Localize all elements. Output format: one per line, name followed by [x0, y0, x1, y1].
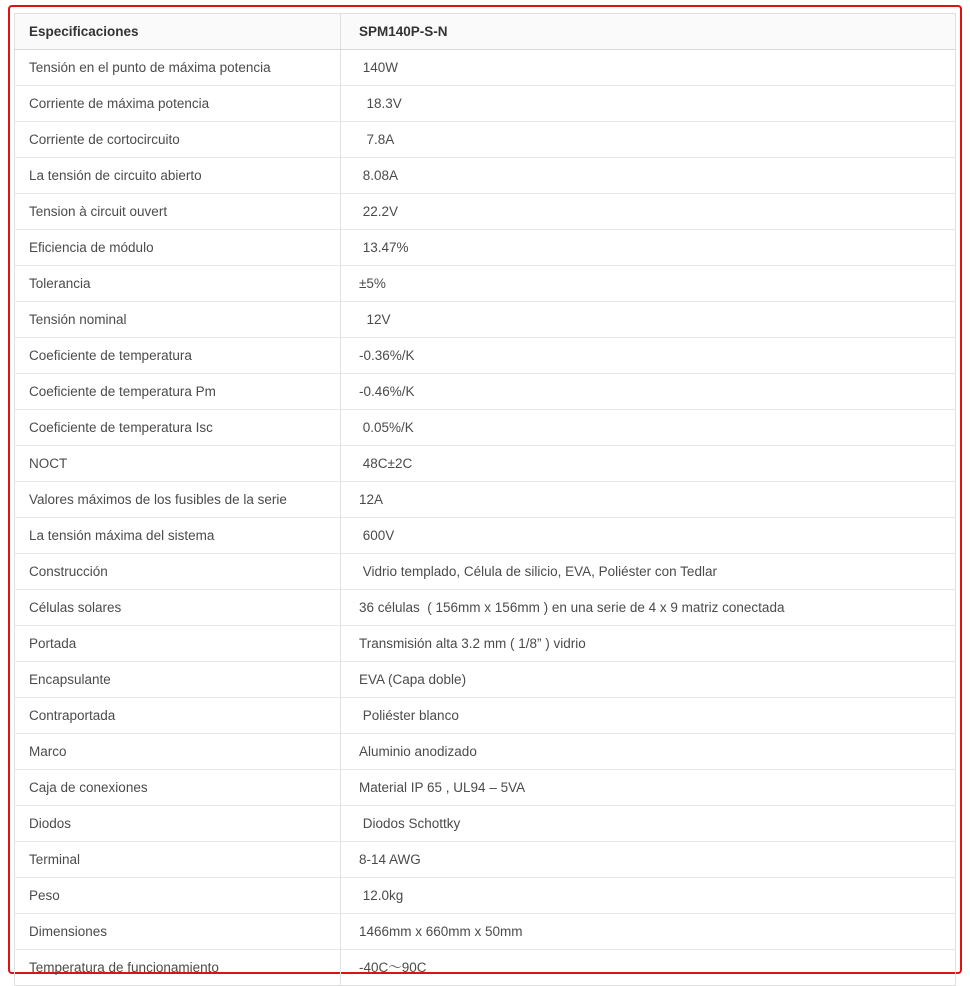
spec-value: 18.3V: [341, 86, 956, 122]
spec-row: [15, 950, 956, 986]
spec-value: -0.46%/K: [341, 374, 956, 410]
spec-row: [15, 770, 956, 806]
spec-row: [15, 158, 956, 194]
spec-label: Temperatura de funcionamiento: [15, 950, 341, 986]
spec-label: Células solares: [15, 590, 341, 626]
spec-table-header: [15, 14, 956, 50]
spec-value: Aluminio anodizado: [341, 734, 956, 770]
spec-row: [15, 482, 956, 518]
spec-value: 48C±2C: [341, 446, 956, 482]
spec-value: Material IP 65 , UL94 – 5VA: [341, 770, 956, 806]
spec-value: 7.8A: [341, 122, 956, 158]
spec-label: Corriente de cortocircuito: [15, 122, 341, 158]
spec-label: Corriente de máxima potencia: [15, 86, 341, 122]
spec-label: Terminal: [15, 842, 341, 878]
spec-row: [15, 374, 956, 410]
spec-value: EVA (Capa doble): [341, 662, 956, 698]
spec-value: 12A: [341, 482, 956, 518]
spec-label: Coeficiente de temperatura: [15, 338, 341, 374]
spec-label: Marco: [15, 734, 341, 770]
header-cell-especificaciones: Especificaciones: [15, 14, 341, 50]
header-row: [15, 14, 956, 50]
spec-row: [15, 734, 956, 770]
spec-row: [15, 554, 956, 590]
spec-row: [15, 842, 956, 878]
spec-label: NOCT: [15, 446, 341, 482]
spec-value: 36 células ( 156mm x 156mm ) en una serie de 4 x 9 matriz conectada: [341, 590, 956, 626]
spec-row: [15, 806, 956, 842]
spec-row: [15, 698, 956, 734]
spec-label: Tension à circuit ouvert: [15, 194, 341, 230]
header-cell-model: SPM140P-S-N: [341, 14, 956, 50]
spec-row: [15, 446, 956, 482]
spec-row: [15, 410, 956, 446]
spec-row: [15, 194, 956, 230]
spec-label: Diodos: [15, 806, 341, 842]
spec-row: [15, 626, 956, 662]
spec-label: La tensión de circuito abierto: [15, 158, 341, 194]
spec-value: 1466mm x 660mm x 50mm: [341, 914, 956, 950]
spec-row: [15, 878, 956, 914]
spec-value: Poliéster blanco: [341, 698, 956, 734]
spec-row: [15, 50, 956, 86]
spec-label: Valores máximos de los fusibles de la serie: [15, 482, 341, 518]
spec-row: [15, 122, 956, 158]
spec-label: Caja de conexiones: [15, 770, 341, 806]
spec-value: 12V: [341, 302, 956, 338]
spec-value: -40C～90C: [341, 950, 956, 986]
spec-value: 8.08A: [341, 158, 956, 194]
spec-value: Vidrio templado, Célula de silicio, EVA, Poliéster con Tedlar: [341, 554, 956, 590]
spec-label: Peso: [15, 878, 341, 914]
spec-row: [15, 590, 956, 626]
spec-label: Coeficiente de temperatura Isc: [15, 410, 341, 446]
spec-value: Transmisión alta 3.2 mm ( 1/8” ) vidrio: [341, 626, 956, 662]
spec-label: Tolerancia: [15, 266, 341, 302]
spec-row: [15, 518, 956, 554]
spec-row: [15, 266, 956, 302]
spec-label: Coeficiente de temperatura Pm: [15, 374, 341, 410]
spec-row: [15, 914, 956, 950]
spec-label: Tensión en el punto de máxima potencia: [29, 60, 271, 75]
spec-value: 22.2V: [341, 194, 956, 230]
spec-card-red-frame: [8, 5, 962, 974]
spec-row: [15, 338, 956, 374]
spec-table-body: [15, 50, 956, 986]
spec-label: Construcción: [15, 554, 341, 590]
spec-value: 0.05%/K: [341, 410, 956, 446]
spec-value: 8-14 AWG: [341, 842, 956, 878]
spec-value: 13.47%: [341, 230, 956, 266]
spec-value: 600V: [341, 518, 956, 554]
spec-value: Diodos Schottky: [341, 806, 956, 842]
spec-label: Contraportada: [15, 698, 341, 734]
spec-label: Portada: [15, 626, 341, 662]
spec-value: 140W: [341, 50, 956, 86]
spec-label: Tensión nominal: [15, 302, 341, 338]
spec-label: Dimensiones: [15, 914, 341, 950]
spec-value: -0.36%/K: [341, 338, 956, 374]
spec-row: [15, 230, 956, 266]
spec-row: [15, 302, 956, 338]
spec-label: Eficiencia de módulo: [15, 230, 341, 266]
spec-label: Encapsulante: [15, 662, 341, 698]
spec-value: 12.0kg: [341, 878, 956, 914]
spec-row: [15, 86, 956, 122]
spec-value: ±5%: [341, 266, 956, 302]
specifications-table: [14, 13, 956, 986]
spec-label: La tensión máxima del sistema: [15, 518, 341, 554]
spec-row: [15, 662, 956, 698]
